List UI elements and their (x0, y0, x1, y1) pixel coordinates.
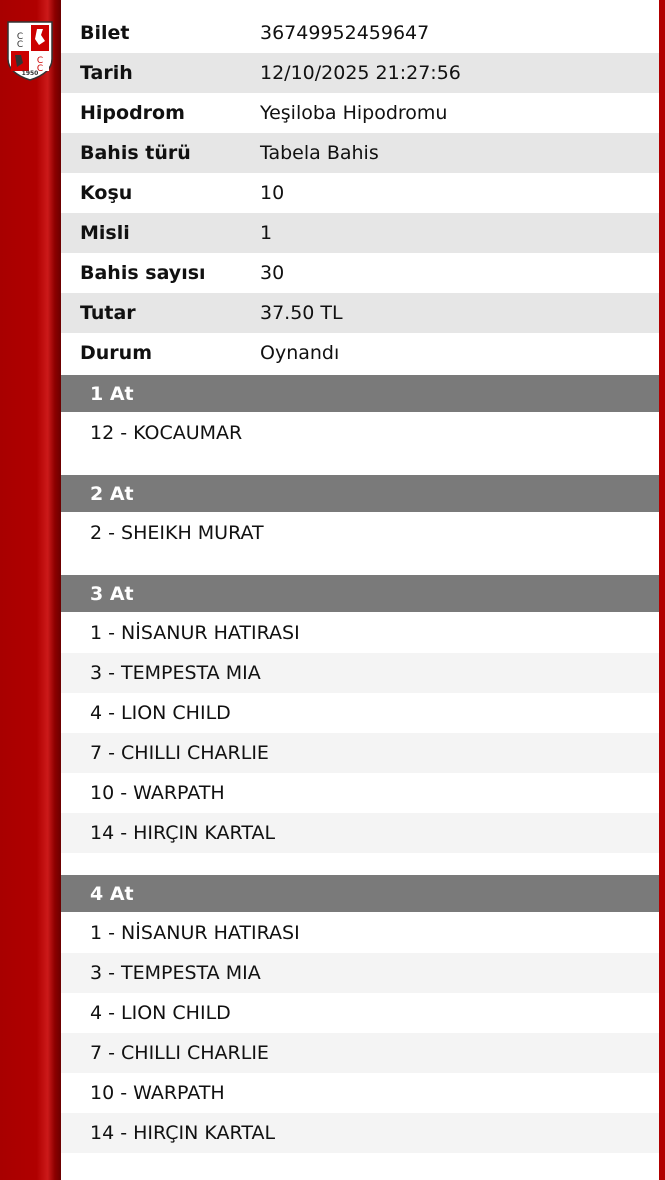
info-value: 36749952459647 (260, 22, 430, 44)
horse-row: 1 - NİSANUR HATIRASI (90, 922, 300, 944)
info-label: Tutar (80, 302, 136, 324)
sidebar (0, 0, 61, 1180)
info-row-hipodrom (61, 93, 659, 133)
svg-text:C: C (16, 40, 24, 50)
info-label: Koşu (80, 182, 133, 204)
info-label: Bahis sayısı (80, 262, 206, 284)
section-header: 1 At (61, 375, 659, 412)
info-row-tutar (61, 293, 659, 333)
horse-row: 3 - TEMPESTA MIA (61, 653, 659, 693)
club-logo-icon (5, 19, 55, 81)
info-value: 12/10/2025 21:27:56 (260, 62, 461, 84)
horse-row: 4 - LION CHILD (90, 1002, 231, 1024)
ticket-details (61, 0, 659, 1180)
svg-text:1950: 1950 (21, 70, 39, 77)
info-label: Bilet (80, 22, 130, 44)
info-value: Yeşiloba Hipodromu (260, 102, 448, 124)
info-label: Hipodrom (80, 102, 185, 124)
svg-text:C: C (36, 64, 44, 74)
horse-row: 12 - KOCAUMAR (90, 422, 243, 444)
section-header: 3 At (61, 575, 659, 612)
svg-text:C: C (36, 56, 44, 66)
info-value: 1 (260, 222, 273, 244)
svg-text:C: C (16, 32, 24, 42)
info-label: Misli (80, 222, 130, 244)
info-row-tarih (61, 53, 659, 93)
info-value: Oynandı (260, 342, 340, 364)
info-row-bilet (61, 13, 659, 53)
info-value: 37.50 TL (260, 302, 343, 324)
horse-row: 10 - WARPATH (90, 782, 225, 804)
horse-row: 14 - HIRÇIN KARTAL (61, 1113, 659, 1153)
info-value: Tabela Bahis (260, 142, 379, 164)
info-label: Bahis türü (80, 142, 191, 164)
horse-row: 10 - WARPATH (90, 1082, 225, 1104)
info-label: Durum (80, 342, 152, 364)
info-label: Tarih (80, 62, 133, 84)
section-header: 4 At (61, 875, 659, 912)
horse-row: 7 - CHILLI CHARLIE (61, 1033, 659, 1073)
horse-row: 14 - HIRÇIN KARTAL (61, 813, 659, 853)
section-header: 2 At (61, 475, 659, 512)
horse-row: 3 - TEMPESTA MIA (61, 953, 659, 993)
info-row-bahis-sayisi (61, 253, 659, 293)
info-row-kosu (61, 173, 659, 213)
horse-row: 7 - CHILLI CHARLIE (61, 733, 659, 773)
right-edge-bar (659, 0, 665, 1180)
info-row-misli (61, 213, 659, 253)
info-value: 10 (260, 182, 285, 204)
info-row-durum (61, 333, 659, 373)
horse-row: 2 - SHEIKH MURAT (90, 522, 264, 544)
horse-row: 4 - LION CHILD (90, 702, 231, 724)
info-value: 30 (260, 262, 285, 284)
horse-row: 1 - NİSANUR HATIRASI (90, 622, 300, 644)
info-row-bahis-turu (61, 133, 659, 173)
